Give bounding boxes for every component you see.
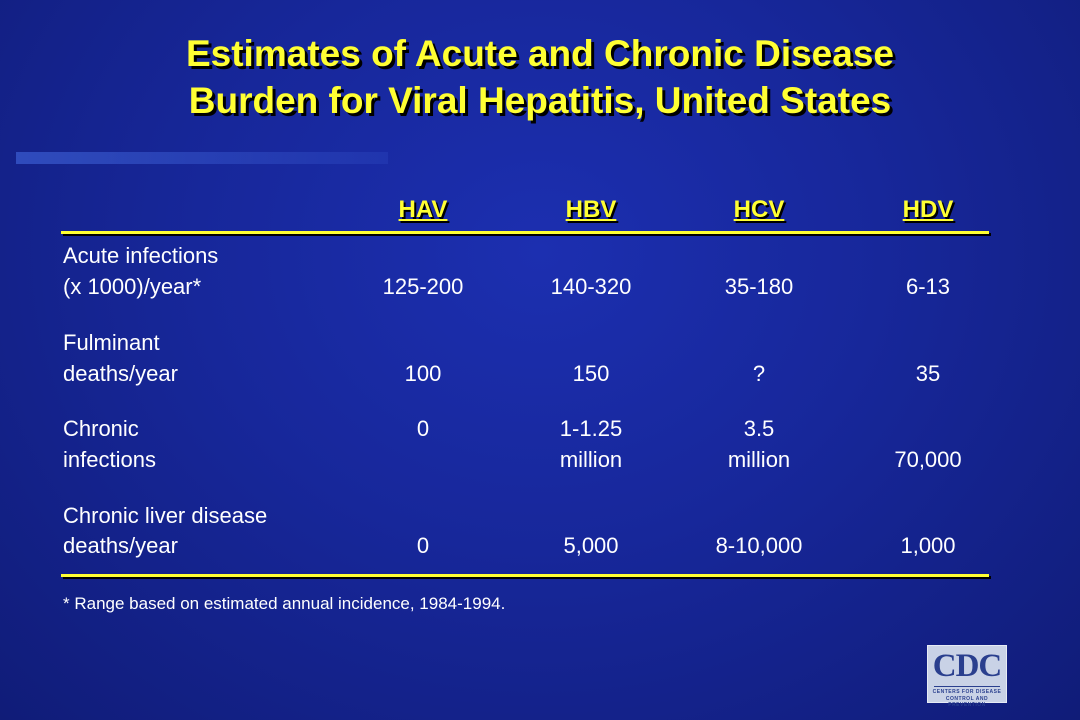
table-bottom-rule (61, 574, 989, 577)
cdc-logo-letters: CDC (932, 648, 1002, 684)
cell-hbv: 150 (572, 361, 610, 386)
cell-hav: 125-200 (382, 274, 464, 299)
row-label-line-2: deaths/year (63, 533, 178, 558)
logo-divider (934, 686, 1000, 687)
row-label-line-1: Acute infections (63, 243, 219, 268)
cell-hdv: 35 (915, 361, 941, 386)
cell-hcv: 35-180 (724, 274, 794, 299)
cell-hcv-line-1: 3.5 (743, 416, 775, 441)
cell-hcv: 8-10,000 (715, 533, 803, 558)
cell-hcv-line-2: million (727, 447, 791, 472)
cell-hbv: 5,000 (563, 533, 619, 558)
cdc-logo-tagline-2: CONTROL AND PREVENTION (945, 696, 989, 708)
column-header-hcv: HCV (733, 196, 785, 223)
row-label-line-2: infections (63, 447, 156, 472)
row-label-line-1: Chronic liver disease (63, 503, 268, 528)
cdc-logo-tagline-1: CENTERS FOR DISEASE (932, 689, 1002, 695)
column-header-hdv: HDV (902, 196, 954, 223)
cdc-logo (927, 645, 1007, 708)
cell-hbv-line-2: million (559, 447, 623, 472)
cell-hav: 0 (416, 533, 430, 558)
slide-title (0, 30, 1080, 124)
column-header-hbv: HBV (565, 196, 617, 223)
row-label-line-2: (x 1000)/year* (63, 274, 202, 299)
table-top-rule (61, 231, 989, 234)
cell-hdv: 1,000 (900, 533, 956, 558)
title-line-2: Burden for Viral Hepatitis, United States (188, 80, 892, 121)
cell-hcv: ? (752, 361, 766, 386)
footnote: * Range based on estimated annual incidence, 1984-1994. (63, 594, 506, 613)
title-accent-bar (16, 152, 388, 164)
row-label-line-1: Fulminant (63, 330, 160, 355)
cell-hdv: 70,000 (894, 447, 962, 472)
row-label-line-1: Chronic (63, 416, 139, 441)
cell-hdv: 6-13 (905, 274, 951, 299)
row-label-line-2: deaths/year (63, 361, 178, 386)
column-header-hav: HAV (398, 196, 448, 223)
cell-hav: 0 (416, 416, 430, 441)
cell-hav: 100 (404, 361, 442, 386)
cell-hbv: 140-320 (550, 274, 632, 299)
cell-hbv-line-1: 1-1.25 (559, 416, 623, 441)
title-line-1: Estimates of Acute and Chronic Disease (185, 33, 894, 74)
